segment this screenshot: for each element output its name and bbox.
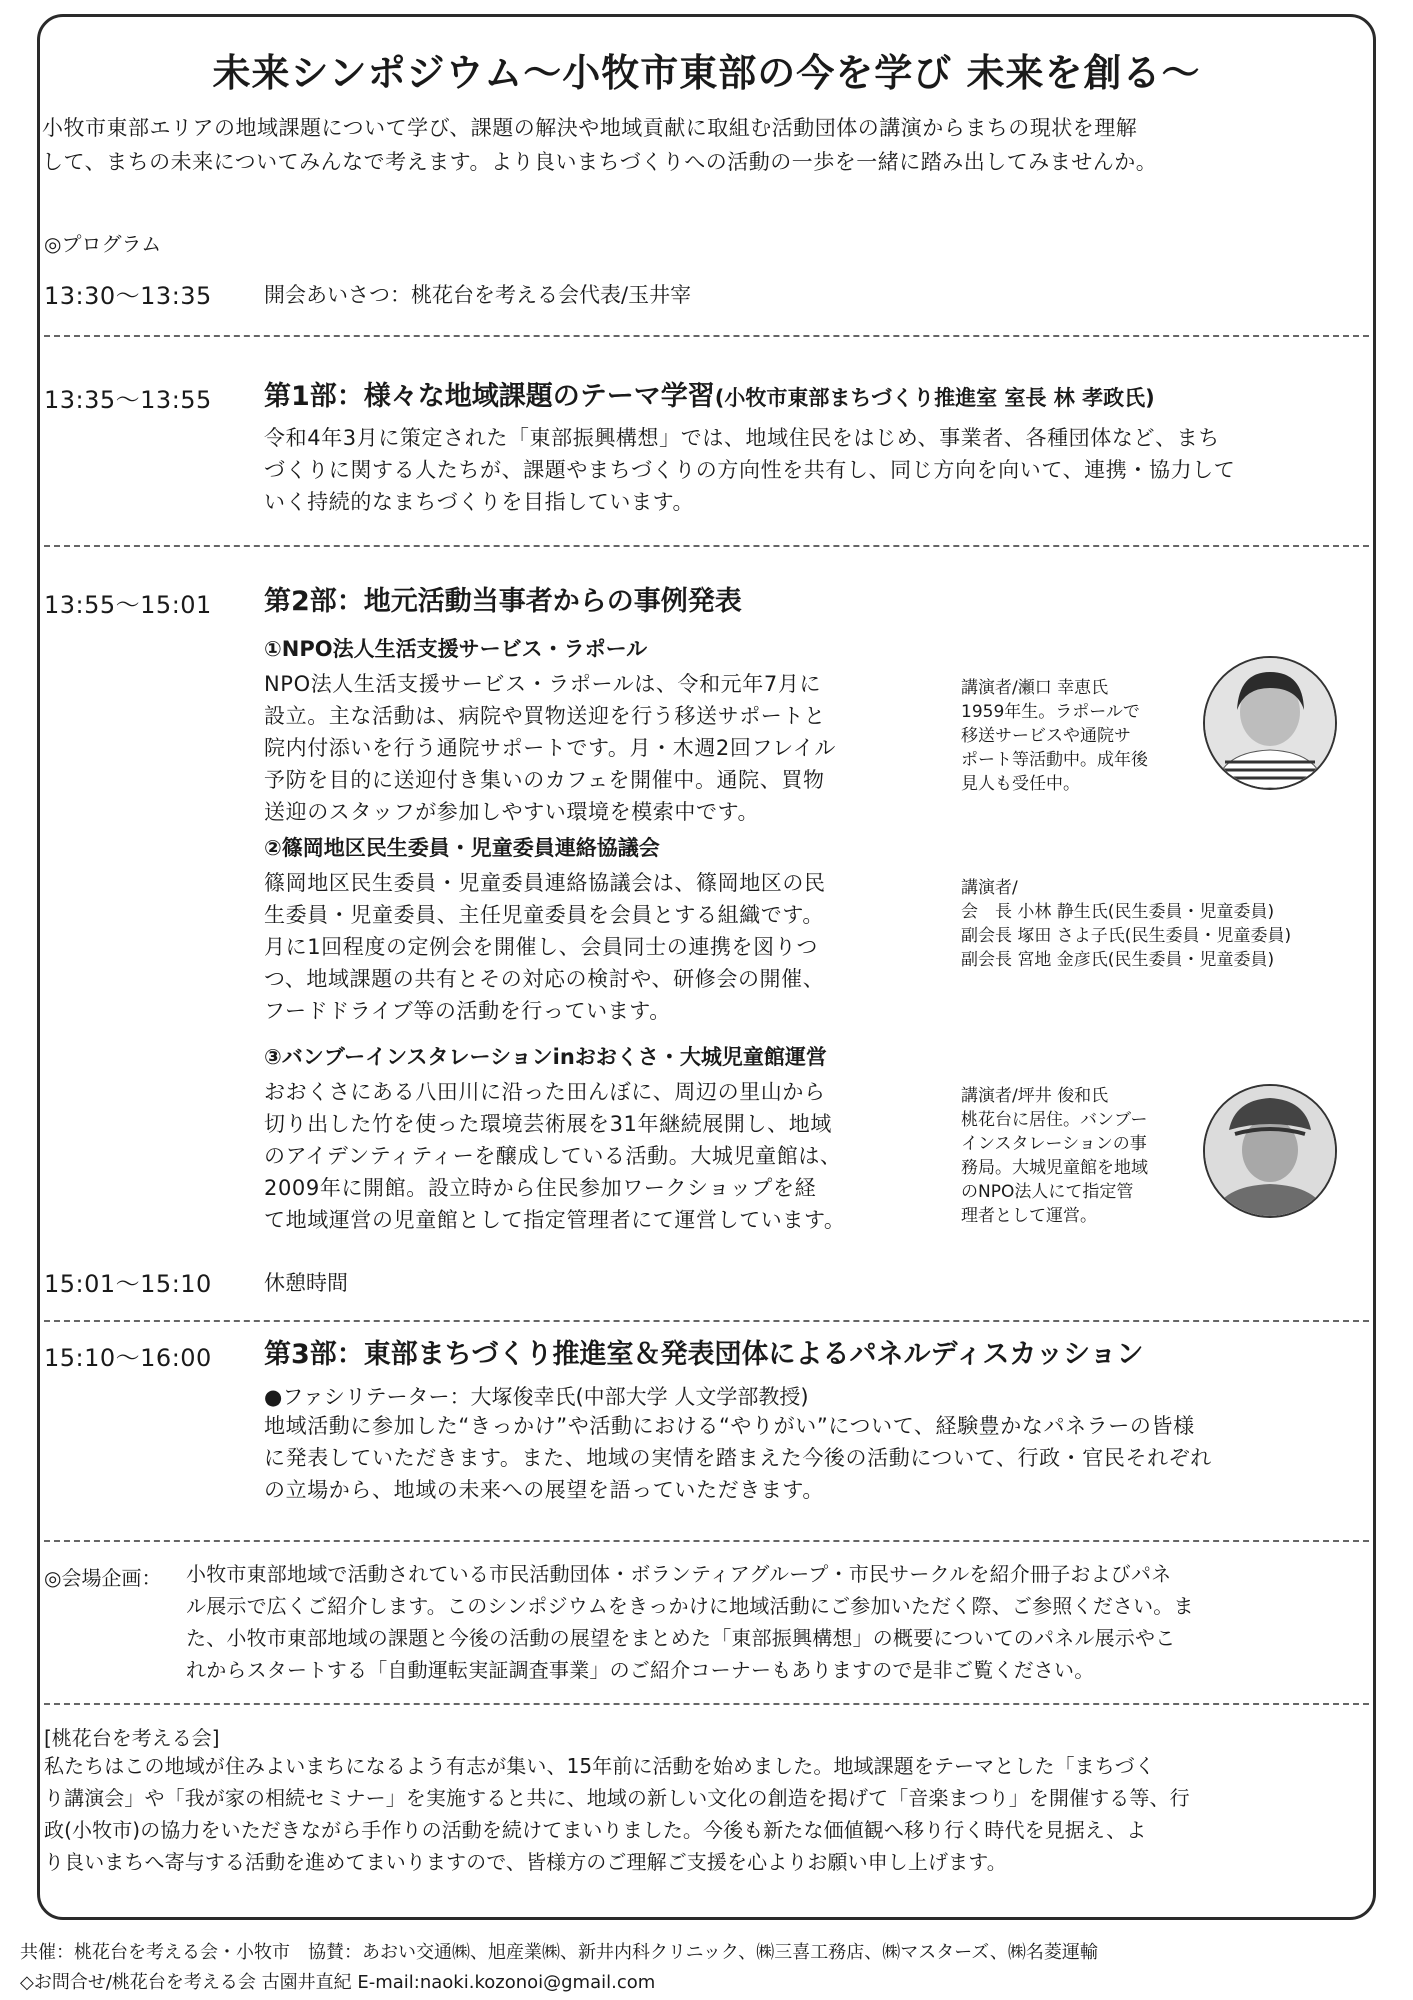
body-line: 設立。主な活動は、病院や買物送迎を行う移送サポートと bbox=[264, 704, 826, 728]
intro-line: して、まちの未来についてみんなで考えます。より良いまちづくりへの活動の一歩を一緒に踏み出してみませんか。 bbox=[42, 150, 1158, 174]
break-text: 休憩時間 bbox=[264, 1271, 348, 1295]
speaker-line: 移送サービスや通院サ bbox=[961, 726, 1131, 746]
about-label: [桃花台を考える会] bbox=[44, 1726, 220, 1750]
case1-title: ①NPO法人生活支援サービス・ラポール bbox=[264, 637, 648, 661]
body-line: の立場から、地域の未来への展望を語っていただきます。 bbox=[264, 1478, 824, 1502]
speaker-photo-seguchi bbox=[1203, 656, 1337, 790]
case3-speaker bbox=[961, 1084, 1148, 1228]
sponsors-line: 共催：桃花台を考える会・小牧市 協賛：あおい交通㈱、旭産業㈱、新井内科クリニック、㈱三喜工務店、㈱マスターズ、㈱名菱運輸 bbox=[20, 1942, 1098, 1963]
speaker-line: 見人も受任中。 bbox=[961, 774, 1080, 794]
part2-time: 13:55～15:01 bbox=[44, 591, 212, 619]
body-line: おおくさにある八田川に沿った田んぼに、周辺の里山から bbox=[264, 1080, 826, 1104]
speaker-line: のNPO法人にて指定管 bbox=[961, 1182, 1134, 1202]
speaker-line: ポート等活動中。成年後 bbox=[961, 750, 1148, 770]
speaker-line: 1959年生。ラポールで bbox=[961, 702, 1140, 722]
speaker-line: 務局。大城児童館を地域 bbox=[961, 1158, 1148, 1178]
part3-body bbox=[264, 1410, 1374, 1506]
body-line: 切り出した竹を使った環境芸術展を31年継続展開し、地域 bbox=[264, 1112, 832, 1136]
body-line: 院内付添いを行う通院サポートです。月・木週2回フレイル bbox=[264, 736, 836, 760]
part1-time: 13:35～13:55 bbox=[44, 386, 212, 414]
speaker-line: 会 長 小林 静生氏(民生委員・児童委員) bbox=[961, 902, 1275, 922]
speaker-line: 講演者/ bbox=[961, 878, 1018, 898]
case2-title: ②篠岡地区民生委員・児童委員連絡協議会 bbox=[264, 836, 660, 860]
body-line: り良いまちへ寄与する活動を進めてまいりますので、皆様方のご理解ご支援を心よりお願い申し上げます。 bbox=[44, 1850, 1007, 1874]
intro-line: 小牧市東部エリアの地域課題について学び、課題の解決や地域貢献に取組む活動団体の講演からまちの現状を理解 bbox=[42, 116, 1138, 140]
body-line: ル展示で広くご紹介します。このシンポジウムをきっかけに地域活動にご参加いただく際、ご参照ください。ま bbox=[186, 1594, 1194, 1618]
venue-label: ◎会場企画： bbox=[44, 1566, 162, 1590]
about-body bbox=[44, 1750, 1369, 1878]
speaker-line: 副会長 塚田 さよ子氏(民生委員・児童委員) bbox=[961, 926, 1292, 946]
body-line: れからスタートする「自動運転実証調査事業」のご紹介コーナーもありますので是非ご覧ください。 bbox=[186, 1658, 1095, 1682]
opening-text: 開会あいさつ：桃花台を考える会代表/玉井宰 bbox=[264, 283, 692, 307]
page-title: 未来シンポジウム～小牧市東部の今を学び 未来を創る～ bbox=[212, 51, 1201, 95]
speaker-line: 講演者/坪井 俊和氏 bbox=[961, 1086, 1109, 1106]
part1-title: 第1部：様々な地域課題のテーマ学習 bbox=[264, 381, 715, 412]
divider bbox=[44, 545, 1369, 547]
speaker-line: 桃花台に居住。バンブー bbox=[961, 1110, 1148, 1130]
body-line: た、小牧市東部地域の課題と今後の活動の展望をまとめた「東部振興構想」の概要についてのパネル展示やこ bbox=[186, 1626, 1176, 1650]
part3-heading: 第3部：東部まちづくり推進室＆発表団体によるパネルディスカッション bbox=[264, 1339, 1144, 1370]
body-line: 送迎のスタッフが参加しやすい環境を模索中です。 bbox=[264, 800, 760, 824]
part3-facilitator: ●ファシリテーター：大塚俊幸氏(中部大学 人文学部教授) bbox=[264, 1385, 809, 1409]
speaker-photo-tsuboi bbox=[1203, 1084, 1337, 1218]
body-line: て地域運営の児童館として指定管理者にて運営しています。 bbox=[264, 1208, 846, 1232]
portrait-icon bbox=[1205, 1086, 1335, 1216]
speaker-line: インスタレーションの事 bbox=[961, 1134, 1147, 1154]
body-line: 令和4年3月に策定された「東部振興構想」では、地域住民をはじめ、事業者、各種団体など、まち bbox=[264, 426, 1220, 450]
body-line: いく持続的なまちづくりを目指しています。 bbox=[264, 490, 695, 514]
speaker-line: 副会長 宮地 金彦氏(民生委員・児童委員) bbox=[961, 950, 1275, 970]
body-line: 篠岡地区民生委員・児童委員連絡協議会は、篠岡地区の民 bbox=[264, 871, 826, 895]
case1-speaker bbox=[961, 676, 1148, 796]
body-line: 小牧市東部地域で活動されている市民活動団体・ボランティアグループ・市民サークルを紹介冊子およびパネ bbox=[186, 1562, 1172, 1586]
part1-heading bbox=[264, 374, 1155, 413]
case2-speaker bbox=[961, 876, 1291, 972]
speaker-line: 講演者/瀬口 幸恵氏 bbox=[961, 678, 1109, 698]
divider bbox=[44, 1703, 1369, 1705]
body-line: NPO法人生活支援サービス・ラポールは、令和元年7月に bbox=[264, 672, 822, 696]
case2-body bbox=[264, 867, 924, 1027]
body-line: 生委員・児童委員、主任児童委員を会員とする組織です。 bbox=[264, 903, 824, 927]
part3-time: 15:10～16:00 bbox=[44, 1344, 212, 1372]
case3-title: ③バンブーインスタレーションinおおくさ・大城児童館運営 bbox=[264, 1045, 827, 1069]
venue-body bbox=[186, 1558, 1366, 1686]
body-line: つ、地域課題の共有とその対応の検討や、研修会の開催、 bbox=[264, 967, 825, 991]
body-line: づくりに関する人たちが、課題やまちづくりの方向性を共有し、同じ方向を向いて、連携・協力して bbox=[264, 458, 1236, 482]
body-line: のアイデンティティーを醸成している活動。大城児童館は、 bbox=[264, 1144, 842, 1168]
divider bbox=[44, 1540, 1369, 1542]
body-line: 政(小牧市)の協力をいただきながら手作りの活動を続けてまいりました。今後も新たな価値観へ移り行く時代を見据え、よ bbox=[44, 1818, 1147, 1842]
break-time: 15:01～15:10 bbox=[44, 1270, 212, 1298]
body-line: 月に1回程度の定例会を開催し、会員同士の連携を図りつ bbox=[264, 935, 818, 959]
opening-time: 13:30～13:35 bbox=[44, 282, 212, 310]
speaker-line: 理者として運営。 bbox=[961, 1206, 1097, 1226]
divider bbox=[44, 1320, 1369, 1322]
body-line: 予防を目的に送迎付き集いのカフェを開催中。通院、買物 bbox=[264, 768, 825, 792]
body-line: に発表していただきます。また、地域の実情を踏まえた今後の活動について、行政・官民それぞれ bbox=[264, 1446, 1212, 1470]
body-line: 地域活動に参加した“きっかけ”や活動における“やりがい”について、経験豊かなパネラーの皆様 bbox=[264, 1414, 1195, 1438]
program-label: ◎プログラム bbox=[44, 232, 162, 256]
body-line: 2009年に開館。設立時から住民参加ワークショップを経 bbox=[264, 1176, 817, 1200]
part1-presenter: (小牧市東部まちづくり推進室 室長 林 孝政氏) bbox=[714, 386, 1155, 410]
divider bbox=[44, 335, 1369, 337]
case1-body bbox=[264, 668, 924, 828]
part1-body bbox=[264, 422, 1374, 518]
body-line: フードドライブ等の活動を行っています。 bbox=[264, 999, 671, 1023]
contact-line: ◇お問合せ/桃花台を考える会 古園井直紀 E-mail:naoki.kozonoi@gmail.com bbox=[20, 1972, 656, 1993]
body-line: 私たちはこの地域が住みよいまちになるよう有志が集い、15年前に活動を始めました。地域課題をテーマとした「まちづく bbox=[44, 1754, 1155, 1778]
case3-body bbox=[264, 1076, 944, 1236]
body-line: り講演会」や「我が家の相続セミナー」を実施すると共に、地域の新しい文化の創造を掲げて「音楽まつり」を開催する等、行 bbox=[44, 1786, 1190, 1810]
portrait-icon bbox=[1205, 658, 1335, 788]
part2-heading: 第2部：地元活動当事者からの事例発表 bbox=[264, 586, 742, 617]
